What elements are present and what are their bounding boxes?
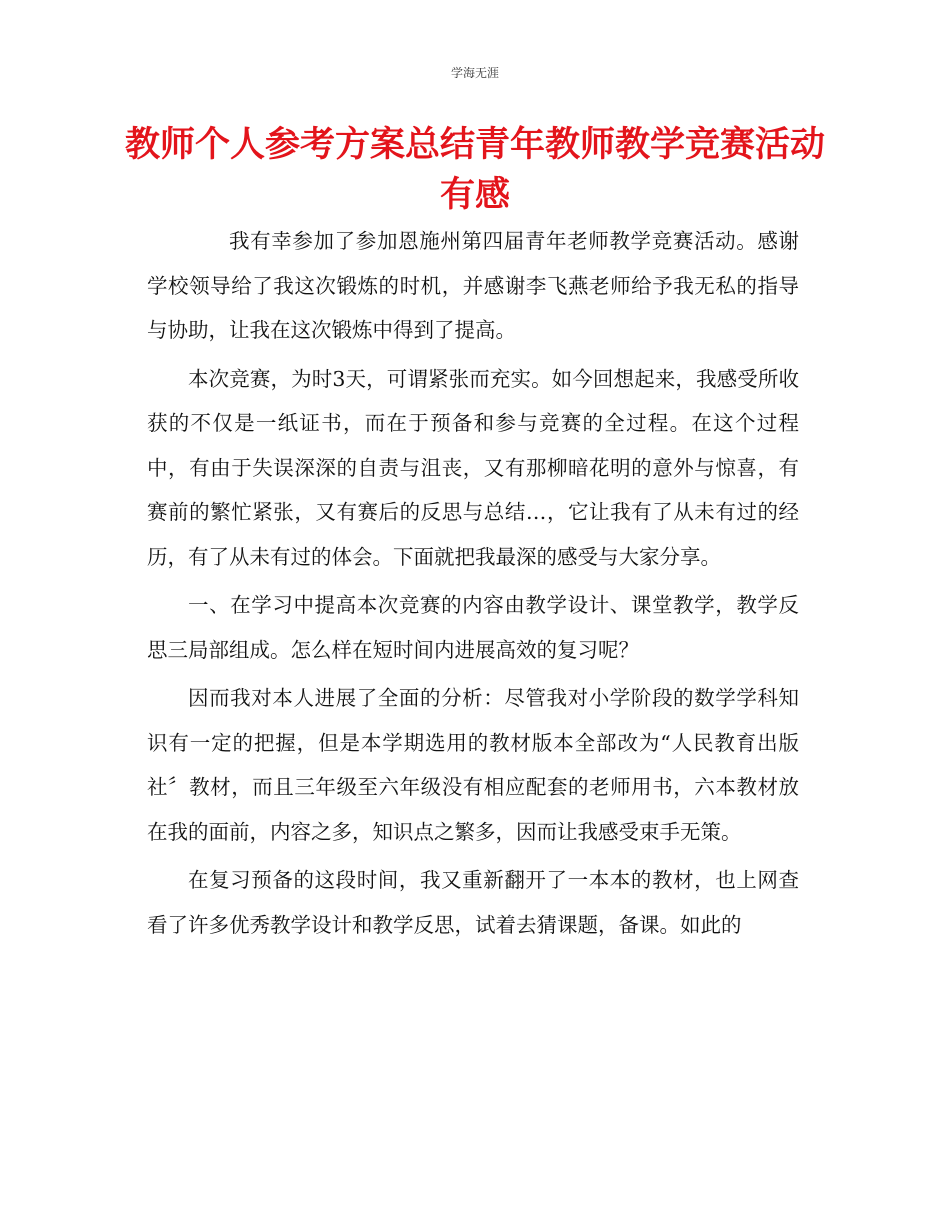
paragraph-2: 本次竞赛，为时3天，可谓紧张而充实。如今回想起来，我感受所收获的不仅是一纸证书，而在于预备和参与竞赛的全过程。在这个过程中，有由于失误深深的自责与沮丧，又有那柳暗花明的意外与惊喜，有赛前的繁忙紧张，又有赛后的反思与总结…，它让我有了从未有过的经历，有了从未有过的体会。下面就把我最深的感受与大家分享。	[147, 366, 799, 569]
paragraph-5: 在复习预备的这段时间，我又重新翻开了一本本的教材，也上网查看了许多优秀教学设计和教学反思，试着去猜课题，备课。如此的	[147, 868, 799, 937]
document-title: 教师个人参考方案总结青年教师教学竞赛活动有感	[124, 125, 825, 215]
paragraph-3: 一、在学习中提高本次竞赛的内容由教学设计、课堂教学，教学反思三局部组成。怎么样在短时间内进展高效的复习呢？	[147, 593, 799, 662]
page-header: 学海无涯	[450, 66, 499, 80]
paragraph-1: 我有幸参加了参加恩施州第四届青年老师教学竞赛活动。感谢学校领导给了我这次锻炼的时机，并感谢李飞燕老师给予我无私的指导与协助，让我在这次锻炼中得到了提高。	[147, 229, 799, 342]
paragraph-4: 因而我对本人进展了全面的分析：尽管我对小学阶段的数学学科知识有一定的把握，但是本学期选用的教材版本全部改为“人民教育出版社〞教材，而且三年级至六年级没有相应配套的老师用书，六本教材放在我的面前，内容之多，知识点之繁多，因而让我感受束手无策。	[147, 686, 799, 844]
document-body	[147, 219, 799, 951]
